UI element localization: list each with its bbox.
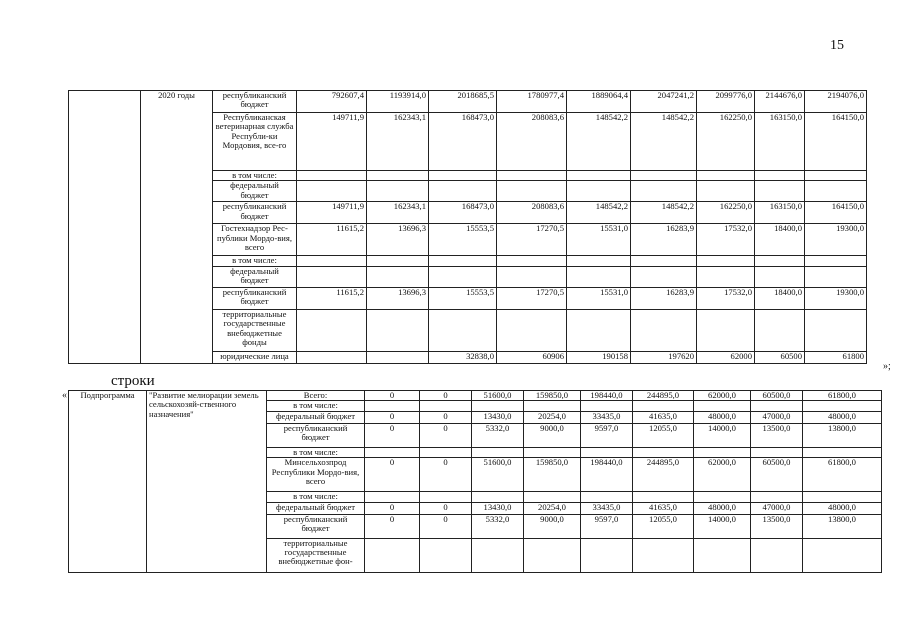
value-cell xyxy=(367,309,429,351)
program-type-cell: Подпрограмма xyxy=(69,391,147,573)
row-label: в том числе: xyxy=(267,401,365,411)
value-cell: 47000,0 xyxy=(751,502,803,514)
value-cell: 48000,0 xyxy=(694,502,751,514)
value-cell xyxy=(420,447,472,457)
value-cell: 1780977,4 xyxy=(497,91,567,113)
value-cell: 148542,2 xyxy=(631,202,697,224)
value-cell xyxy=(633,538,694,572)
value-cell xyxy=(631,181,697,202)
value-cell: 19300,0 xyxy=(805,224,867,256)
value-cell: 61800 xyxy=(805,351,867,363)
value-cell xyxy=(567,256,631,266)
value-cell xyxy=(420,492,472,502)
value-cell xyxy=(367,256,429,266)
row-label: федеральный бюджет xyxy=(213,181,297,202)
value-cell: 60500,0 xyxy=(751,458,803,492)
value-cell xyxy=(429,171,497,181)
value-cell: 15553,5 xyxy=(429,287,497,309)
value-cell: 162343,1 xyxy=(367,113,429,171)
row-label: в том числе: xyxy=(267,492,365,502)
value-cell xyxy=(429,181,497,202)
value-cell xyxy=(633,492,694,502)
value-cell: 0 xyxy=(420,411,472,423)
row-label: Минсельхозпрод Республики Мордо-вия, всего xyxy=(267,458,365,492)
value-cell: 168473,0 xyxy=(429,202,497,224)
value-cell xyxy=(631,266,697,287)
value-cell: 244895,0 xyxy=(633,391,694,401)
row-label: в том числе: xyxy=(213,256,297,266)
row-label: Республиканская ветеринарная служба Республи-ки Мордовия, все-го xyxy=(213,113,297,171)
subprogram-table xyxy=(68,390,882,573)
value-cell: 20254,0 xyxy=(524,411,581,423)
value-cell: 18400,0 xyxy=(755,224,805,256)
value-cell: 48000,0 xyxy=(803,411,882,423)
value-cell: 164150,0 xyxy=(805,113,867,171)
value-cell: 0 xyxy=(420,423,472,447)
value-cell xyxy=(472,492,524,502)
value-cell xyxy=(755,266,805,287)
value-cell xyxy=(751,492,803,502)
program-name-cell: "Развитие мелиорации земель сельскохозяй-ственного назначения" xyxy=(147,391,267,573)
value-cell: 208083,6 xyxy=(497,113,567,171)
value-cell: 163150,0 xyxy=(755,202,805,224)
value-cell: 5332,0 xyxy=(472,423,524,447)
value-cell: 2194076,0 xyxy=(805,91,867,113)
value-cell: 13696,3 xyxy=(367,287,429,309)
value-cell: 163150,0 xyxy=(755,113,805,171)
value-cell: 149711,9 xyxy=(297,113,367,171)
value-cell xyxy=(805,256,867,266)
value-cell xyxy=(755,309,805,351)
value-cell: 33435,0 xyxy=(581,502,633,514)
value-cell xyxy=(751,538,803,572)
value-cell xyxy=(633,447,694,457)
value-cell: 2144676,0 xyxy=(755,91,805,113)
value-cell: 41635,0 xyxy=(633,411,694,423)
value-cell: 148542,2 xyxy=(567,113,631,171)
value-cell xyxy=(803,401,882,411)
row-label: федеральный бюджет xyxy=(267,411,365,423)
value-cell xyxy=(697,266,755,287)
year-cell: 2020 годы xyxy=(141,91,213,364)
blank-cell xyxy=(69,91,141,364)
value-cell xyxy=(567,266,631,287)
value-cell xyxy=(805,181,867,202)
value-cell xyxy=(803,538,882,572)
value-cell: 0 xyxy=(365,502,420,514)
value-cell: 61800,0 xyxy=(803,458,882,492)
value-cell: 14000,0 xyxy=(694,514,751,538)
value-cell: 62000 xyxy=(697,351,755,363)
row-label: Гостехнадзор Рес-публики Мордо-вия, всего xyxy=(213,224,297,256)
value-cell: 17270,5 xyxy=(497,287,567,309)
value-cell: 0 xyxy=(365,514,420,538)
value-cell: 0 xyxy=(420,514,472,538)
value-cell: 148542,2 xyxy=(567,202,631,224)
row-label: Всего: xyxy=(267,391,365,401)
value-cell xyxy=(524,447,581,457)
value-cell xyxy=(367,266,429,287)
value-cell xyxy=(697,309,755,351)
table-row xyxy=(69,91,867,113)
value-cell: 244895,0 xyxy=(633,458,694,492)
value-cell: 149711,9 xyxy=(297,202,367,224)
row-label: республиканский бюджет xyxy=(213,91,297,113)
value-cell xyxy=(365,401,420,411)
value-cell: 0 xyxy=(420,458,472,492)
row-label: территориальные государственные внебюджетные фон- xyxy=(267,538,365,572)
value-cell xyxy=(694,538,751,572)
row-label: федеральный бюджет xyxy=(267,502,365,514)
row-label: юридические лица xyxy=(213,351,297,363)
value-cell: 62000,0 xyxy=(694,391,751,401)
value-cell: 13500,0 xyxy=(751,423,803,447)
top-budget-table xyxy=(68,90,867,364)
value-cell xyxy=(429,256,497,266)
row-label: республиканский бюджет xyxy=(267,514,365,538)
value-cell xyxy=(755,256,805,266)
value-cell xyxy=(755,171,805,181)
value-cell xyxy=(694,401,751,411)
value-cell xyxy=(367,181,429,202)
value-cell: 19300,0 xyxy=(805,287,867,309)
value-cell: 48000,0 xyxy=(694,411,751,423)
value-cell xyxy=(365,492,420,502)
value-cell xyxy=(367,351,429,363)
value-cell: 13696,3 xyxy=(367,224,429,256)
value-cell: 33435,0 xyxy=(581,411,633,423)
value-cell xyxy=(581,401,633,411)
value-cell: 0 xyxy=(420,502,472,514)
value-cell: 11615,2 xyxy=(297,287,367,309)
value-cell xyxy=(497,256,567,266)
value-cell xyxy=(751,401,803,411)
value-cell: 17532,0 xyxy=(697,224,755,256)
value-cell xyxy=(297,171,367,181)
value-cell: 2047241,2 xyxy=(631,91,697,113)
row-label: республиканский бюджет xyxy=(213,287,297,309)
value-cell: 198440,0 xyxy=(581,391,633,401)
value-cell: 17270,5 xyxy=(497,224,567,256)
value-cell xyxy=(297,266,367,287)
value-cell xyxy=(420,401,472,411)
value-cell xyxy=(297,256,367,266)
open-quote-mark: « xyxy=(62,390,67,401)
value-cell: 15531,0 xyxy=(567,224,631,256)
value-cell: 162250,0 xyxy=(697,113,755,171)
value-cell xyxy=(581,538,633,572)
value-cell xyxy=(803,447,882,457)
value-cell: 32838,0 xyxy=(429,351,497,363)
value-cell xyxy=(497,309,567,351)
value-cell xyxy=(697,171,755,181)
value-cell xyxy=(524,538,581,572)
value-cell: 11615,2 xyxy=(297,224,367,256)
row-label: республиканский бюджет xyxy=(267,423,365,447)
value-cell: 2018685,5 xyxy=(429,91,497,113)
value-cell: 5332,0 xyxy=(472,514,524,538)
value-cell xyxy=(297,181,367,202)
value-cell: 16283,9 xyxy=(631,287,697,309)
value-cell: 190158 xyxy=(567,351,631,363)
value-cell: 162250,0 xyxy=(697,202,755,224)
value-cell: 2099776,0 xyxy=(697,91,755,113)
value-cell xyxy=(420,538,472,572)
value-cell: 1193914,0 xyxy=(367,91,429,113)
value-cell xyxy=(805,171,867,181)
page-number: 15 xyxy=(830,38,844,53)
value-cell: 168473,0 xyxy=(429,113,497,171)
value-cell: 792607,4 xyxy=(297,91,367,113)
value-cell: 208083,6 xyxy=(497,202,567,224)
value-cell: 9000,0 xyxy=(524,423,581,447)
value-cell xyxy=(805,266,867,287)
value-cell: 148542,2 xyxy=(631,113,697,171)
value-cell: 20254,0 xyxy=(524,502,581,514)
value-cell xyxy=(803,492,882,502)
value-cell: 159850,0 xyxy=(524,391,581,401)
value-cell: 13800,0 xyxy=(803,423,882,447)
value-cell: 164150,0 xyxy=(805,202,867,224)
value-cell: 47000,0 xyxy=(751,411,803,423)
value-cell: 9597,0 xyxy=(581,514,633,538)
value-cell: 48000,0 xyxy=(803,502,882,514)
value-cell xyxy=(429,309,497,351)
value-cell: 41635,0 xyxy=(633,502,694,514)
value-cell: 0 xyxy=(365,391,420,401)
value-cell xyxy=(694,492,751,502)
section-word-stroki: строки xyxy=(111,373,155,389)
value-cell: 60500 xyxy=(755,351,805,363)
value-cell: 9000,0 xyxy=(524,514,581,538)
value-cell xyxy=(567,171,631,181)
value-cell: 17532,0 xyxy=(697,287,755,309)
value-cell: 14000,0 xyxy=(694,423,751,447)
value-cell xyxy=(367,171,429,181)
row-label: территориальные государственные внебюджетные фонды xyxy=(213,309,297,351)
value-cell xyxy=(805,309,867,351)
value-cell xyxy=(633,401,694,411)
value-cell: 1889064,4 xyxy=(567,91,631,113)
value-cell xyxy=(524,401,581,411)
value-cell xyxy=(697,181,755,202)
value-cell: 13800,0 xyxy=(803,514,882,538)
value-cell xyxy=(429,266,497,287)
value-cell xyxy=(297,309,367,351)
value-cell: 51600,0 xyxy=(472,458,524,492)
table-row xyxy=(69,391,882,401)
value-cell xyxy=(297,351,367,363)
value-cell: 15553,5 xyxy=(429,224,497,256)
value-cell xyxy=(631,171,697,181)
value-cell xyxy=(751,447,803,457)
value-cell: 9597,0 xyxy=(581,423,633,447)
value-cell: 51600,0 xyxy=(472,391,524,401)
value-cell xyxy=(524,492,581,502)
value-cell xyxy=(365,538,420,572)
row-label: республиканский бюджет xyxy=(213,202,297,224)
value-cell xyxy=(497,171,567,181)
value-cell xyxy=(472,447,524,457)
value-cell xyxy=(581,492,633,502)
value-cell xyxy=(697,256,755,266)
value-cell xyxy=(694,447,751,457)
value-cell xyxy=(497,266,567,287)
value-cell: 0 xyxy=(365,411,420,423)
value-cell: 12055,0 xyxy=(633,423,694,447)
value-cell: 60906 xyxy=(497,351,567,363)
value-cell: 13500,0 xyxy=(751,514,803,538)
value-cell xyxy=(472,538,524,572)
value-cell xyxy=(472,401,524,411)
value-cell: 15531,0 xyxy=(567,287,631,309)
row-label: в том числе: xyxy=(267,447,365,457)
value-cell: 13430,0 xyxy=(472,502,524,514)
end-quote-mark: »; xyxy=(883,361,891,372)
value-cell: 16283,9 xyxy=(631,224,697,256)
value-cell: 0 xyxy=(365,458,420,492)
row-label: федеральный бюджет xyxy=(213,266,297,287)
value-cell: 197620 xyxy=(631,351,697,363)
value-cell xyxy=(631,256,697,266)
value-cell: 198440,0 xyxy=(581,458,633,492)
row-label: в том числе: xyxy=(213,171,297,181)
value-cell xyxy=(581,447,633,457)
value-cell xyxy=(567,181,631,202)
value-cell xyxy=(755,181,805,202)
value-cell: 62000,0 xyxy=(694,458,751,492)
value-cell: 162343,1 xyxy=(367,202,429,224)
value-cell xyxy=(631,309,697,351)
value-cell: 0 xyxy=(365,423,420,447)
value-cell xyxy=(365,447,420,457)
value-cell: 159850,0 xyxy=(524,458,581,492)
value-cell: 18400,0 xyxy=(755,287,805,309)
value-cell: 61800,0 xyxy=(803,391,882,401)
value-cell: 13430,0 xyxy=(472,411,524,423)
value-cell xyxy=(497,181,567,202)
value-cell: 12055,0 xyxy=(633,514,694,538)
value-cell: 0 xyxy=(420,391,472,401)
value-cell xyxy=(567,309,631,351)
value-cell: 60500,0 xyxy=(751,391,803,401)
